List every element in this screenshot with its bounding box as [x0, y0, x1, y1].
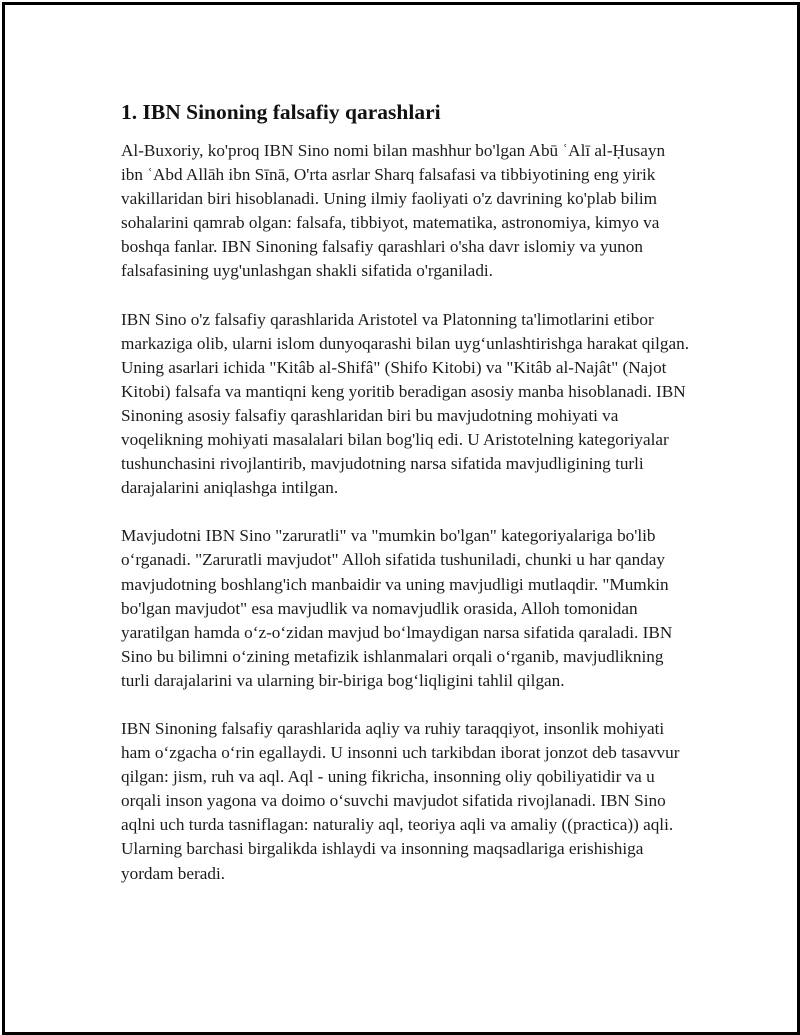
paragraph-1: Al-Buxoriy, ko'proq IBN Sino nomi bilan mashhur bo'lgan Abū ʿAlī al-Ḥusayn ibn ʿAbd Allāh ibn Sīnā, O'rta asrlar Sharq falsafasi va tibbiyotining eng yirik vakillaridan biri hisoblanadi. Uning ilmiy faoliyati o'z davrining ko'plab bilim sohalarini qamrab olgan: falsafa, tibbiyot, matematika, astronomiya, kimyo va boshqa fanlar. IBN Sinoning falsafiy qarashlari o'sha davr islomiy va yunon falsafasining uyg'unlashgan shakli sifatida o'rganiladi.: [121, 141, 666, 281]
paragraph-3: Mavjudotni IBN Sino "zaruratli" va "mumkin bo'lgan" kategoriyalariga bo'lib o‘rganadi. "Zaruratli mavjudot" Alloh sifatida tushuniladi, chunki u har qanday mavjudotning boshlang'ich manbaidir va uning mavjudligi mutlaqdir. "Mumkin bo'lgan mavjudot" esa mavjudlik va nomavjudlik orasida, Alloh tomonidan yaratilgan hamda o‘z-o‘zidan mavjud bo‘lmaydigan narsa sifatida qaraladi. IBN Sino bu bilimni o‘zining metafizik ishlanmalari orqali o‘rganib, mavjudlikning turli darajalarini va ularning bir-biriga bog‘liqligini tahlil qilgan.: [121, 526, 673, 690]
section-title: 1. IBN Sinoning falsafiy qarashlari: [121, 100, 441, 124]
paragraph-2: IBN Sino o'z falsafiy qarashlarida Aristotel va Platonning ta'limotlarini etibor markaziga olib, ularni islom dunyoqarashi bilan uyg‘unlashtirishga harakat qilgan. Uning asarlari ichida "Kitâb al-Shifâ" (Shifo Kitobi) va "Kitâb al-Najât" (Najot Kitobi) falsafa va mantiqni keng yoritib beradigan asosiy manba hisoblanadi. IBN Sinoning asosiy falsafiy qarashlaridan biri bu mavjudotning mohiyati va voqelikning mohiyati masalalari bilan bog'liq edi. U Aristotelning kategoriyalar tushunchasini rivojlantirib, mavjudotning narsa sifatida mavjudligining turli darajalarini aniqlashga intilgan.: [121, 309, 690, 498]
paragraph-4: IBN Sinoning falsafiy qarashlarida aqliy va ruhiy taraqqiyot, insonlik mohiyati ham o‘zgacha o‘rin egallaydi. U insonni uch tarkibdan iborat jonzot deb tasavvur qilgan: jism, ruh va aql. Aql - uning fikricha, insonning oliy qobiliyatidir va u orqali inson yagona va doimo o‘suvchi mavjudot sifatida rivojlanadi. IBN Sino aqlni uch turda tasniflagan: naturaliy aql, teoriya aqli va amaliy ((practica)) aqli. Ularning barchasi birgalikda ishlaydi va insonning maqsadlariga erishishiga yordam beradi.: [121, 718, 680, 883]
page-frame: [2, 2, 800, 1035]
document-body: [121, 99, 691, 910]
